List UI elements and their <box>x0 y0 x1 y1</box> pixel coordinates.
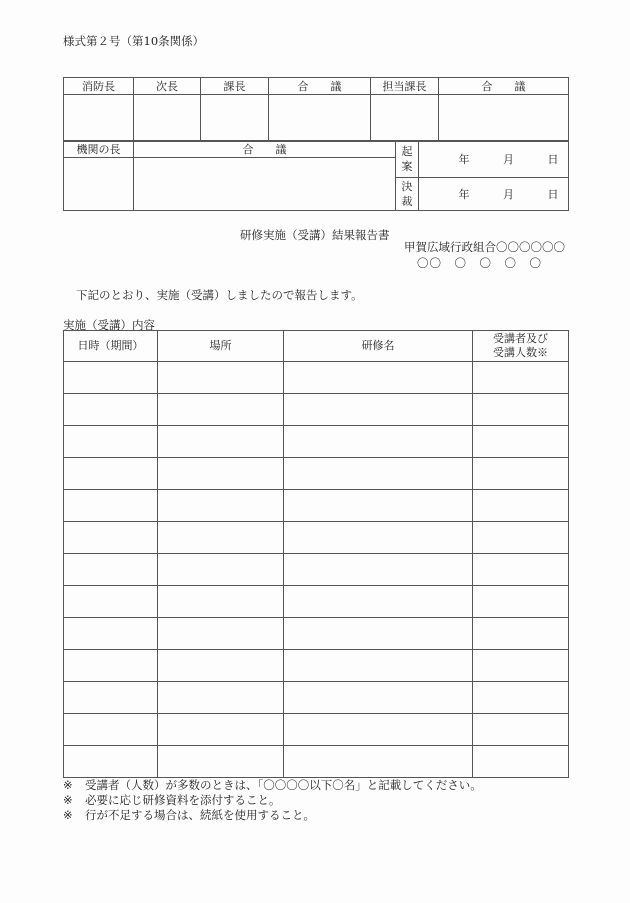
table-row <box>64 362 569 394</box>
cell-training-name[interactable] <box>284 490 473 522</box>
cell-training-name[interactable] <box>284 426 473 458</box>
cell-place[interactable] <box>158 394 284 426</box>
note-item: ※ 必要に応じ研修資料を添付すること。 <box>63 793 281 807</box>
table-row <box>64 554 569 586</box>
training-records-table <box>63 330 569 778</box>
cell-training-name[interactable] <box>284 522 473 554</box>
header-consultation-3: 合 議 <box>134 141 396 158</box>
header-consultation-2: 合 議 <box>439 78 569 95</box>
cell-training-name[interactable] <box>284 682 473 714</box>
cell-attendees[interactable] <box>473 554 569 586</box>
cell-training-name[interactable] <box>284 746 473 778</box>
cell-training-name[interactable] <box>284 554 473 586</box>
cell-date[interactable] <box>64 426 158 458</box>
table-row <box>64 714 569 746</box>
cell-place[interactable] <box>158 522 284 554</box>
cell-attendees[interactable] <box>473 586 569 618</box>
table-row <box>64 522 569 554</box>
cell-attendees[interactable] <box>473 746 569 778</box>
col-header-attendees: 受講者及び 受講人数※ <box>473 331 569 362</box>
table-row <box>64 650 569 682</box>
form-id: 様式第２号（第10条関係） <box>63 34 205 48</box>
col-header-training-name: 研修名 <box>284 331 473 362</box>
table-row <box>64 682 569 714</box>
cell-date[interactable] <box>64 650 158 682</box>
stamp-consultation-1[interactable] <box>269 95 371 142</box>
cell-date[interactable] <box>64 458 158 490</box>
note-item: ※ 受講者（人数）が多数のときは、「〇〇〇〇以下〇名」と記載してください。 <box>63 778 482 792</box>
stamp-deputy-chief[interactable] <box>134 95 201 142</box>
cell-date[interactable] <box>64 586 158 618</box>
table-row <box>64 394 569 426</box>
cell-place[interactable] <box>158 682 284 714</box>
cell-place[interactable] <box>158 362 284 394</box>
cell-attendees[interactable] <box>473 714 569 746</box>
cell-place[interactable] <box>158 714 284 746</box>
cell-attendees[interactable] <box>473 682 569 714</box>
table-row <box>64 426 569 458</box>
stamp-fire-chief[interactable] <box>64 95 134 142</box>
col-header-place: 場所 <box>158 331 284 362</box>
cell-attendees[interactable] <box>473 362 569 394</box>
stamp-section-chief[interactable] <box>201 95 269 142</box>
section-title: 実施（受講）内容 <box>63 318 155 332</box>
cell-attendees[interactable] <box>473 394 569 426</box>
cell-date[interactable] <box>64 362 158 394</box>
cell-attendees[interactable] <box>473 618 569 650</box>
cell-attendees[interactable] <box>473 522 569 554</box>
table-row <box>64 458 569 490</box>
cell-place[interactable] <box>158 746 284 778</box>
note-item: ※ 行が不足する場合は、続紙を使用すること。 <box>63 808 315 822</box>
cell-place[interactable] <box>158 458 284 490</box>
cell-date[interactable] <box>64 714 158 746</box>
cell-place[interactable] <box>158 490 284 522</box>
cell-place[interactable] <box>158 650 284 682</box>
organization-name: 甲賀広域行政組合〇〇〇〇〇〇 <box>404 240 565 254</box>
table-row <box>64 746 569 778</box>
header-fire-chief: 消防長 <box>64 78 134 95</box>
draft-date[interactable]: 年 月 日 <box>419 141 569 178</box>
cell-attendees[interactable] <box>473 650 569 682</box>
cell-attendees[interactable] <box>473 426 569 458</box>
cell-place[interactable] <box>158 618 284 650</box>
table-row <box>64 490 569 522</box>
cell-training-name[interactable] <box>284 362 473 394</box>
cell-attendees[interactable] <box>473 458 569 490</box>
header-organization-head: 機関の長 <box>64 141 134 158</box>
cell-training-name[interactable] <box>284 586 473 618</box>
header-deputy-chief: 次長 <box>134 78 201 95</box>
header-consultation-1: 合 議 <box>269 78 371 95</box>
approval-table-top <box>63 77 569 142</box>
stamp-responsible-chief[interactable] <box>371 95 439 142</box>
cell-date[interactable] <box>64 490 158 522</box>
notes <box>63 778 482 823</box>
cell-date[interactable] <box>64 522 158 554</box>
cell-attendees[interactable] <box>473 490 569 522</box>
stamp-organization-head[interactable] <box>64 158 134 211</box>
document-title: 研修実施（受講）結果報告書 <box>240 228 390 242</box>
cell-training-name[interactable] <box>284 714 473 746</box>
organization-subline: 〇〇 〇 〇 〇 〇 <box>417 256 542 270</box>
stamp-consultation-2[interactable] <box>439 95 569 142</box>
cell-place[interactable] <box>158 586 284 618</box>
approval-table-bottom <box>63 140 569 211</box>
decision-date[interactable]: 年 月 日 <box>419 178 569 211</box>
col-header-date: 日時（期間） <box>64 331 158 362</box>
cell-date[interactable] <box>64 746 158 778</box>
cell-training-name[interactable] <box>284 458 473 490</box>
cell-date[interactable] <box>64 394 158 426</box>
cell-date[interactable] <box>64 682 158 714</box>
cell-training-name[interactable] <box>284 618 473 650</box>
cell-training-name[interactable] <box>284 650 473 682</box>
cell-place[interactable] <box>158 554 284 586</box>
header-section-chief: 課長 <box>201 78 269 95</box>
table-row <box>64 586 569 618</box>
cell-training-name[interactable] <box>284 394 473 426</box>
draft-label: 起案 <box>396 141 419 178</box>
cell-place[interactable] <box>158 426 284 458</box>
lead-text: 下記のとおり、実施（受講）しましたので報告します。 <box>76 288 363 302</box>
cell-date[interactable] <box>64 554 158 586</box>
decision-label: 決裁 <box>396 178 419 211</box>
table-row <box>64 618 569 650</box>
header-responsible-chief: 担当課長 <box>371 78 439 95</box>
stamp-consultation-3[interactable] <box>134 158 396 211</box>
cell-date[interactable] <box>64 618 158 650</box>
